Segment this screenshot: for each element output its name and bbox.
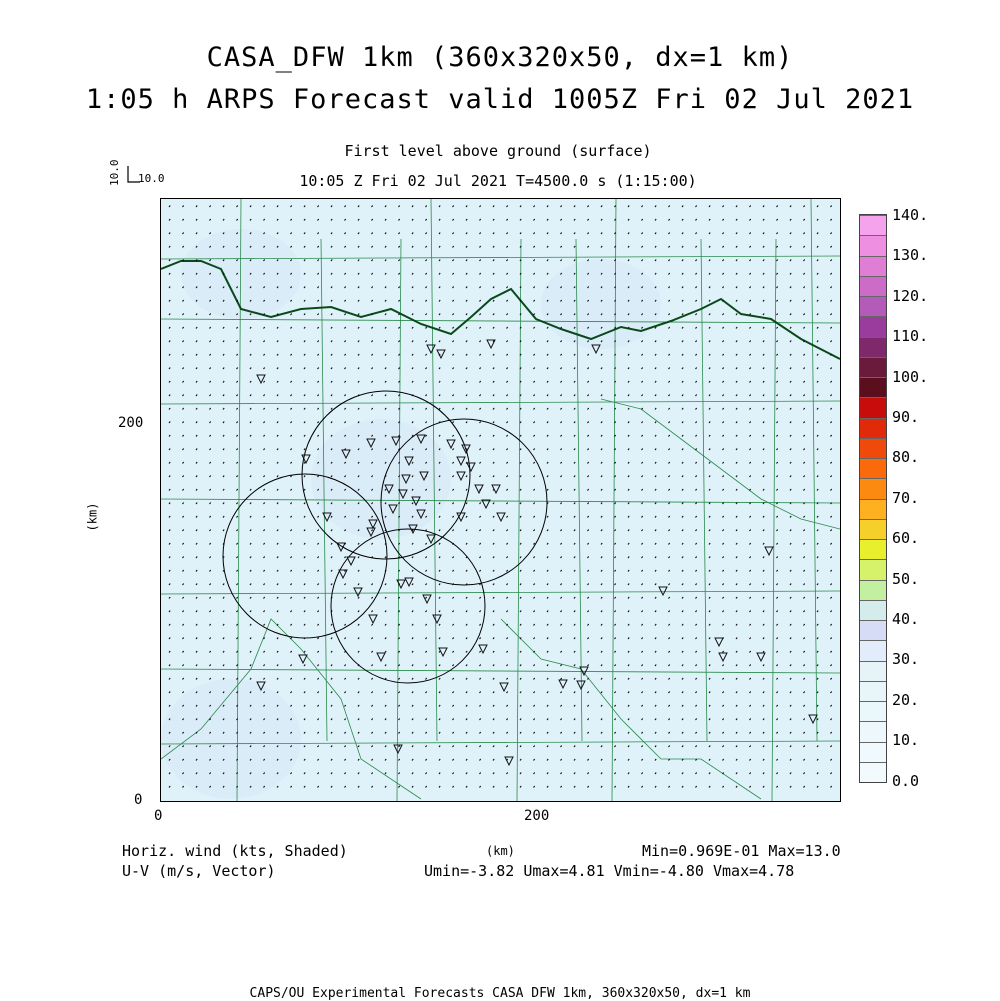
footer-shaded-field: Horiz. wind (kts, Shaded) (122, 842, 348, 860)
colorbar-swatch (860, 762, 886, 782)
colorbar-label: 100. (892, 367, 929, 386)
colorbar-swatch (860, 418, 886, 438)
wind-map-plot (160, 198, 841, 802)
colorbar-swatch (860, 600, 886, 620)
reference-vector-label-vertical: 10.0 (108, 159, 121, 186)
colorbar-swatch (860, 276, 886, 296)
colorbar-swatch (860, 316, 886, 336)
y-tick-label-200: 200 (118, 415, 144, 431)
colorbar-swatch (860, 337, 886, 357)
colorbar-label: 90. (892, 408, 920, 426)
colorbar-swatch (860, 499, 886, 519)
colorbar-label: 50. (892, 569, 920, 588)
colorbar-swatch (860, 215, 886, 235)
colorbar-swatch (860, 580, 886, 600)
colorbar-swatch (860, 478, 886, 498)
reference-vector-label: 10.0 (138, 172, 165, 185)
footer-credit: CAPS/OU Experimental Forecasts CASA DFW 1km, 360x320x50, dx=1 km (249, 986, 751, 1001)
colorbar-label: 30. (892, 650, 920, 669)
colorbar-swatch (860, 296, 886, 316)
colorbar-swatch (860, 377, 886, 397)
colorbar-label: 110. (892, 327, 929, 346)
colorbar-swatch (860, 701, 886, 721)
colorbar-swatch (860, 640, 886, 660)
y-axis-unit: (km) (85, 502, 100, 532)
colorbar-swatch (860, 438, 886, 458)
colorbar-label: 40. (892, 610, 920, 628)
colorbar-swatch (860, 742, 886, 762)
colorbar-label: 130. (892, 246, 929, 265)
colorbar-swatch (860, 235, 886, 255)
chart-title-2: 1:05 h ARPS Forecast valid 1005Z Fri 02 Jul 2021 (85, 84, 915, 115)
colorbar-label: 140. (892, 206, 929, 224)
chart-title: CASA_DFW 1km (360x320x50, dx=1 km) (206, 42, 794, 73)
x-tick-label-0: 0 (154, 808, 163, 824)
colorbar-swatch (860, 256, 886, 276)
y-tick-label-0: 0 (134, 792, 143, 808)
colorbar-label: 60. (892, 529, 920, 548)
footer-vector-field: U-V (m/s, Vector) (122, 862, 276, 880)
colorbar-label: 20. (892, 690, 920, 709)
colorbar-swatch (860, 620, 886, 640)
colorbar-label: 10. (892, 731, 920, 750)
colorbar-swatch (860, 357, 886, 377)
chart-subtitle-time: 10:05 Z Fri 02 Jul 2021 T=4500.0 s (1:15:00) (299, 172, 697, 190)
colorbar (859, 214, 887, 783)
x-tick-label-200: 200 (524, 808, 550, 824)
colorbar-swatch (860, 559, 886, 579)
colorbar-swatch (860, 721, 886, 741)
wind-map-canvas (161, 199, 840, 801)
colorbar-label: 80. (892, 448, 920, 467)
colorbar-swatch (860, 539, 886, 559)
reference-vector-icon (124, 164, 144, 186)
footer-min-max: Min=0.969E-01 Max=13.0 (642, 842, 841, 860)
colorbar-swatch (860, 519, 886, 539)
x-axis-unit: (km) (486, 844, 515, 858)
footer-uv-range: Umin=-3.82 Umax=4.81 Vmin=-4.80 Vmax=4.78 (424, 862, 795, 880)
chart-subtitle-level: First level above ground (surface) (344, 142, 652, 160)
colorbar-label: 0.0 (892, 771, 920, 790)
colorbar-swatch (860, 681, 886, 701)
colorbar-label: 120. (892, 286, 929, 305)
colorbar-swatch (860, 397, 886, 417)
colorbar-swatch (860, 661, 886, 681)
colorbar-swatch (860, 458, 886, 478)
shaded-area (161, 679, 301, 799)
colorbar-label: 70. (892, 488, 920, 507)
